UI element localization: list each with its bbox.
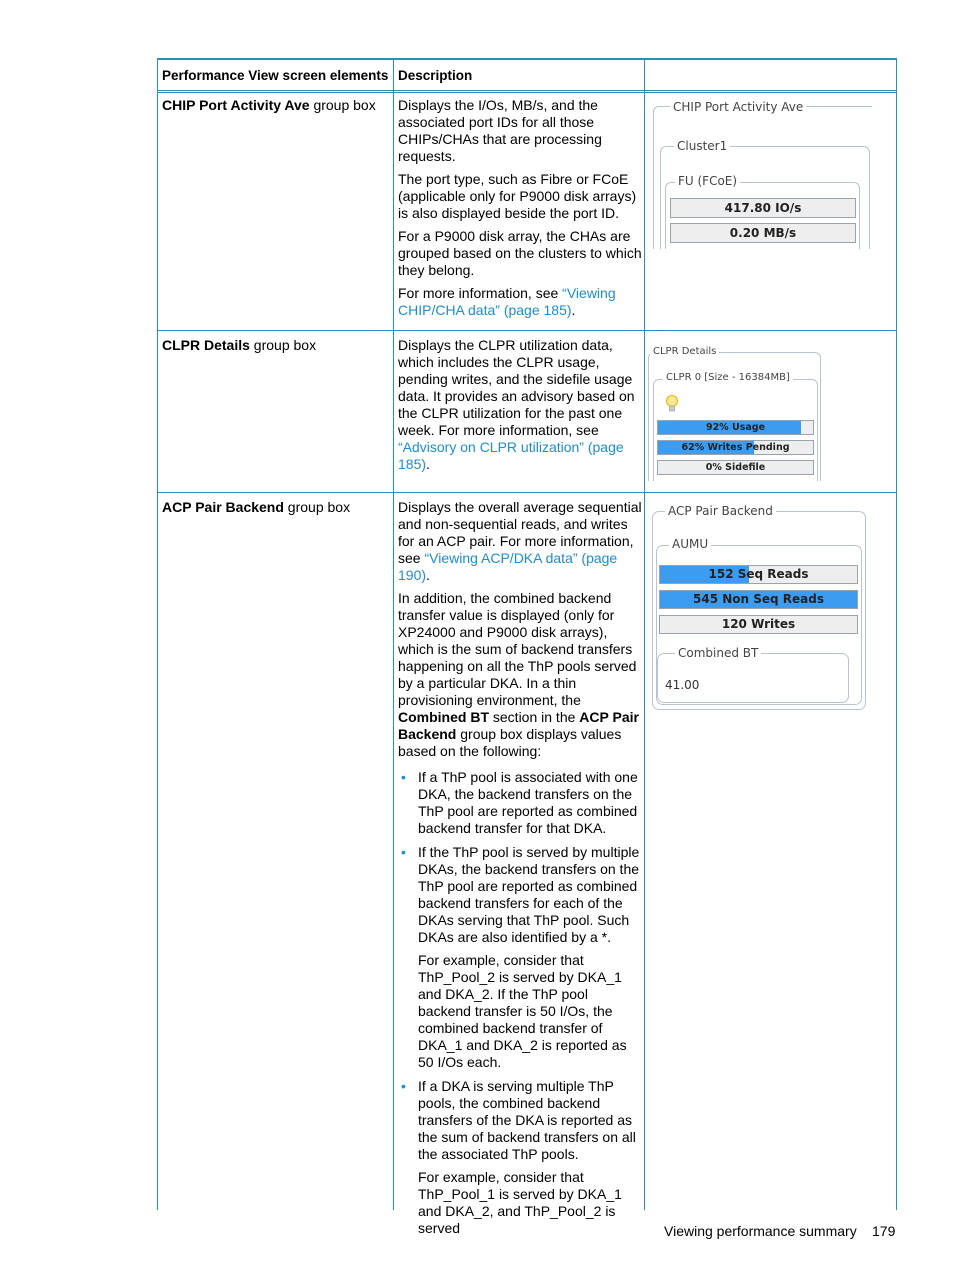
link-advisory-clpr[interactable]: “Advisory on CLPR utilization” (page 185) (398, 439, 624, 472)
list-item: • If a ThP pool is associated with one DKA, the backend transfers on the ThP pool are reported as combined backend transfer for that DKA. (401, 769, 638, 836)
table-border-left (157, 60, 158, 1210)
bullet-list (398, 769, 642, 1237)
cluster-label: Cluster1 (674, 139, 730, 153)
acp-pair-backend-screenshot (651, 501, 867, 713)
bullet-icon: • (401, 1078, 406, 1094)
header-elements: Performance View screen elements (162, 68, 389, 83)
non-seq-reads-bar: 545 Non Seq Reads (659, 590, 858, 609)
combined-bt-label: Combined BT (675, 646, 761, 660)
row-divider (157, 90, 897, 91)
bullet-icon: • (401, 844, 406, 860)
row-chip-description: Displays the I/Os, MB/s, and the associated port IDs for all those CHIPs/CHAs that are processing requests. The port type, such as Fibre or FCoE (applicable only for P9000 disk arrays) is also displayed beside the port ID. For a P9000 disk array, the CHAs are grouped based on the clusters to which they belong. For more information, see “Viewing CHIP/CHA data” (page 185). (398, 97, 642, 318)
row-clpr-description: Displays the CLPR utilization data, which includes the CLPR usage, pending writes, and the sidefile usage data. It provides an advisory based on the CLPR utilization for the past one week. For more information, see “Advisory on CLPR utilization” (page 185). (398, 337, 635, 472)
link-viewing-chip-cha[interactable]: “Viewing CHIP/CHA data” (page 185) (398, 285, 616, 318)
row-acp-element: ACP Pair Backend group box (162, 499, 351, 515)
row-acp-description: Displays the overall average sequential and non-sequential reads, and writes for an ACP pair. For more information, see “Viewing ACP/DKA data” (page 190). In addition, the combined backend transfer value is displayed (only for XP24000 and P9000 disk arrays), which is the sum of backend transfers happening on all the ThP pools served by a particular DKA. In a thin provisioning environment, the Combined BT section in the ACP Pair Backend group box displays values based on the following: • If a ThP pool is associated with one DKA, the backend transfers on the ThP pool are reported as combined backend transfer for that DKA. • If the ThP pool is served by multiple DKAs, the backend transfers on the ThP pool are reported as combined backend transfers for each of the DKAs serving that ThP pool. Such DKAs are also identified by a *. For example, consider that ThP_Pool_2 is served by DKA_1 and DKA_2. If the ThP pool backend transfer is 50 I/Os, the combined backend transfer of DKA_1 and DKA_2 is reported as 50 I/Os each. • If a DKA is serving multiple ThP pools, the combined backend transfers of the DKA is reported as the sum of backend transfers on all the associated ThP pools. For example, consider that ThP_Pool_1 is served by DKA_1 and DKA_2, and ThP_Pool_2 is served (398, 499, 642, 1236)
mbs-bar: 0.20 MB/s (670, 223, 856, 243)
acp-group-title: ACP Pair Backend (665, 504, 776, 518)
lightbulb-icon (665, 394, 679, 414)
row-divider (157, 492, 897, 493)
footer-section-title: Viewing performance summary (664, 1223, 857, 1239)
clpr-sidefile-bar: 0% Sidefile (657, 460, 814, 475)
chip-port-activity-screenshot (650, 96, 872, 248)
port-type-label: FU (FCoE) (675, 174, 740, 188)
writes-bar: 120 Writes (659, 615, 858, 634)
table-border-right (896, 60, 897, 1210)
aumu-label: AUMU (669, 537, 711, 551)
link-viewing-acp-dka[interactable]: “Viewing ACP/DKA data” (page 190) (398, 550, 618, 583)
combined-bt-value: 41.00 (665, 678, 700, 692)
row-divider (157, 330, 897, 331)
column-divider (644, 60, 645, 1210)
header-description: Description (398, 68, 473, 83)
row-divider (157, 92, 897, 93)
seq-reads-bar: 152 Seq Reads (659, 565, 858, 584)
row-clpr-element: CLPR Details group box (162, 337, 317, 353)
chip-group-title: CHIP Port Activity Ave (670, 100, 806, 114)
bullet-icon: • (401, 769, 406, 785)
column-divider (393, 60, 394, 1210)
iops-bar: 417.80 IO/s (670, 198, 856, 218)
clpr-usage-bar: 92% Usage (657, 420, 814, 435)
list-item: • If the ThP pool is served by multiple DKAs, the backend transfers on the ThP pool are reported as combined backend transfers for each of the DKAs serving that ThP pool. Such DKAs are also identified by a *. For example, consider that ThP_Pool_2 is served by DKA_1 and DKA_2. If the ThP pool backend transfer is 50 I/Os, the combined backend transfer of DKA_1 and DKA_2 is reported as 50 I/Os each. (401, 844, 640, 1070)
page-number: 179 (872, 1223, 896, 1239)
clpr-size-label: CLPR 0 [Size - 16384MB] (663, 372, 793, 383)
clpr-group-title: CLPR Details (650, 346, 719, 357)
clpr-pending-bar: 62% Writes Pending (657, 440, 814, 455)
clpr-details-screenshot (648, 346, 821, 481)
row-chip-element: CHIP Port Activity Ave group box (162, 97, 376, 113)
list-item: • If a DKA is serving multiple ThP pools, the combined backend transfers of the DKA is reported as the sum of backend transfers on all the associated ThP pools. For example, consider that ThP_Pool_1 is served by DKA_1 and DKA_2, and ThP_Pool_2 is served (401, 1078, 636, 1236)
